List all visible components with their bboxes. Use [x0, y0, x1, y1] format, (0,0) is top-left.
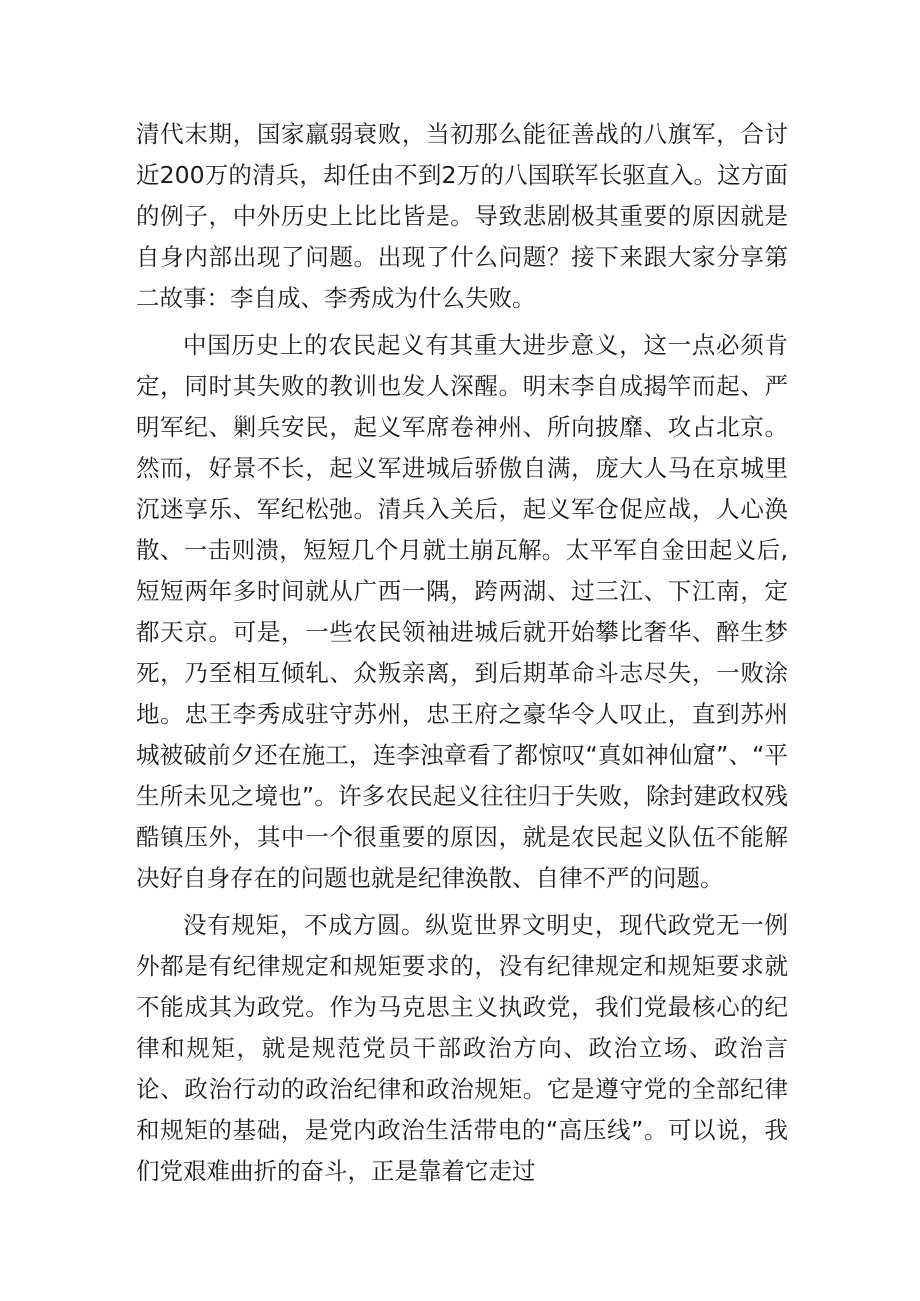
document-page	[136, 114, 788, 1192]
paragraph-1: 清代末期，国家羸弱衰败，当初那么能征善战的八旗军，合讨近200万的清兵，却任由不到2万的八国联军长驱直入。这方面的例子，中外历史上比比皆是。导致悲剧极其重要的原因就是自身内部出现了问题。出现了什么问题？接下来跟大家分享第二故事：李自成、李秀成为什么失败。	[136, 120, 788, 312]
paragraph-3: 没有规矩，不成方圆。纵览世界文明史，现代政党无一例外都是有纪律规定和规矩要求的，没有纪律规定和规矩要求就不能成其为政党。作为马克思主义执政党，我们党最核心的纪律和规矩，就是规范党员干部政治方向、政治立场、政治言论、政治行动的政治纪律和政治规矩。它是遵守党的全部纪律和规矩的基础，是党内政治生活带电的“高压线”。可以说，我们党艰难曲折的奋斗，正是靠着它走过	[136, 911, 788, 1185]
paragraph-2: 中国历史上的农民起义有其重大进步意义，这一点必须肯定，同时其失败的教训也发人深醒。明末李自成揭竿而起、严明军纪、剿兵安民，起义军席卷神州、所向披靡、攻占北京。然而，好景不长，起义军进城后骄傲自满，庞大人马在京城里沉迷享乐、军纪松弛。清兵入关后，起义军仓促应战，人心涣散、一击则溃，短短几个月就土崩瓦解。太平军自金田起义后,短短两年多时间就从广西一隅，跨两湖、过三江、下江南，定都天京。可是，一些农民领袖进城后就开始攀比奢华、醉生梦死，乃至相互倾轧、众叛亲离，到后期革命斗志尽失，一败涂地。忠王李秀成驻守苏州，忠王府之豪华令人叹止，直到苏州城被破前夕还在施工，连李浊章看了都惊叹“真如神仙窟”、“平生所未见之境也”。许多农民起义往往归于失败，除封建政权残酷镇压外，其中一个很重要的原因，就是农民起义队伍不能解决好自身存在的问题也就是纪律涣散、自律不严的问题。	[136, 331, 788, 892]
